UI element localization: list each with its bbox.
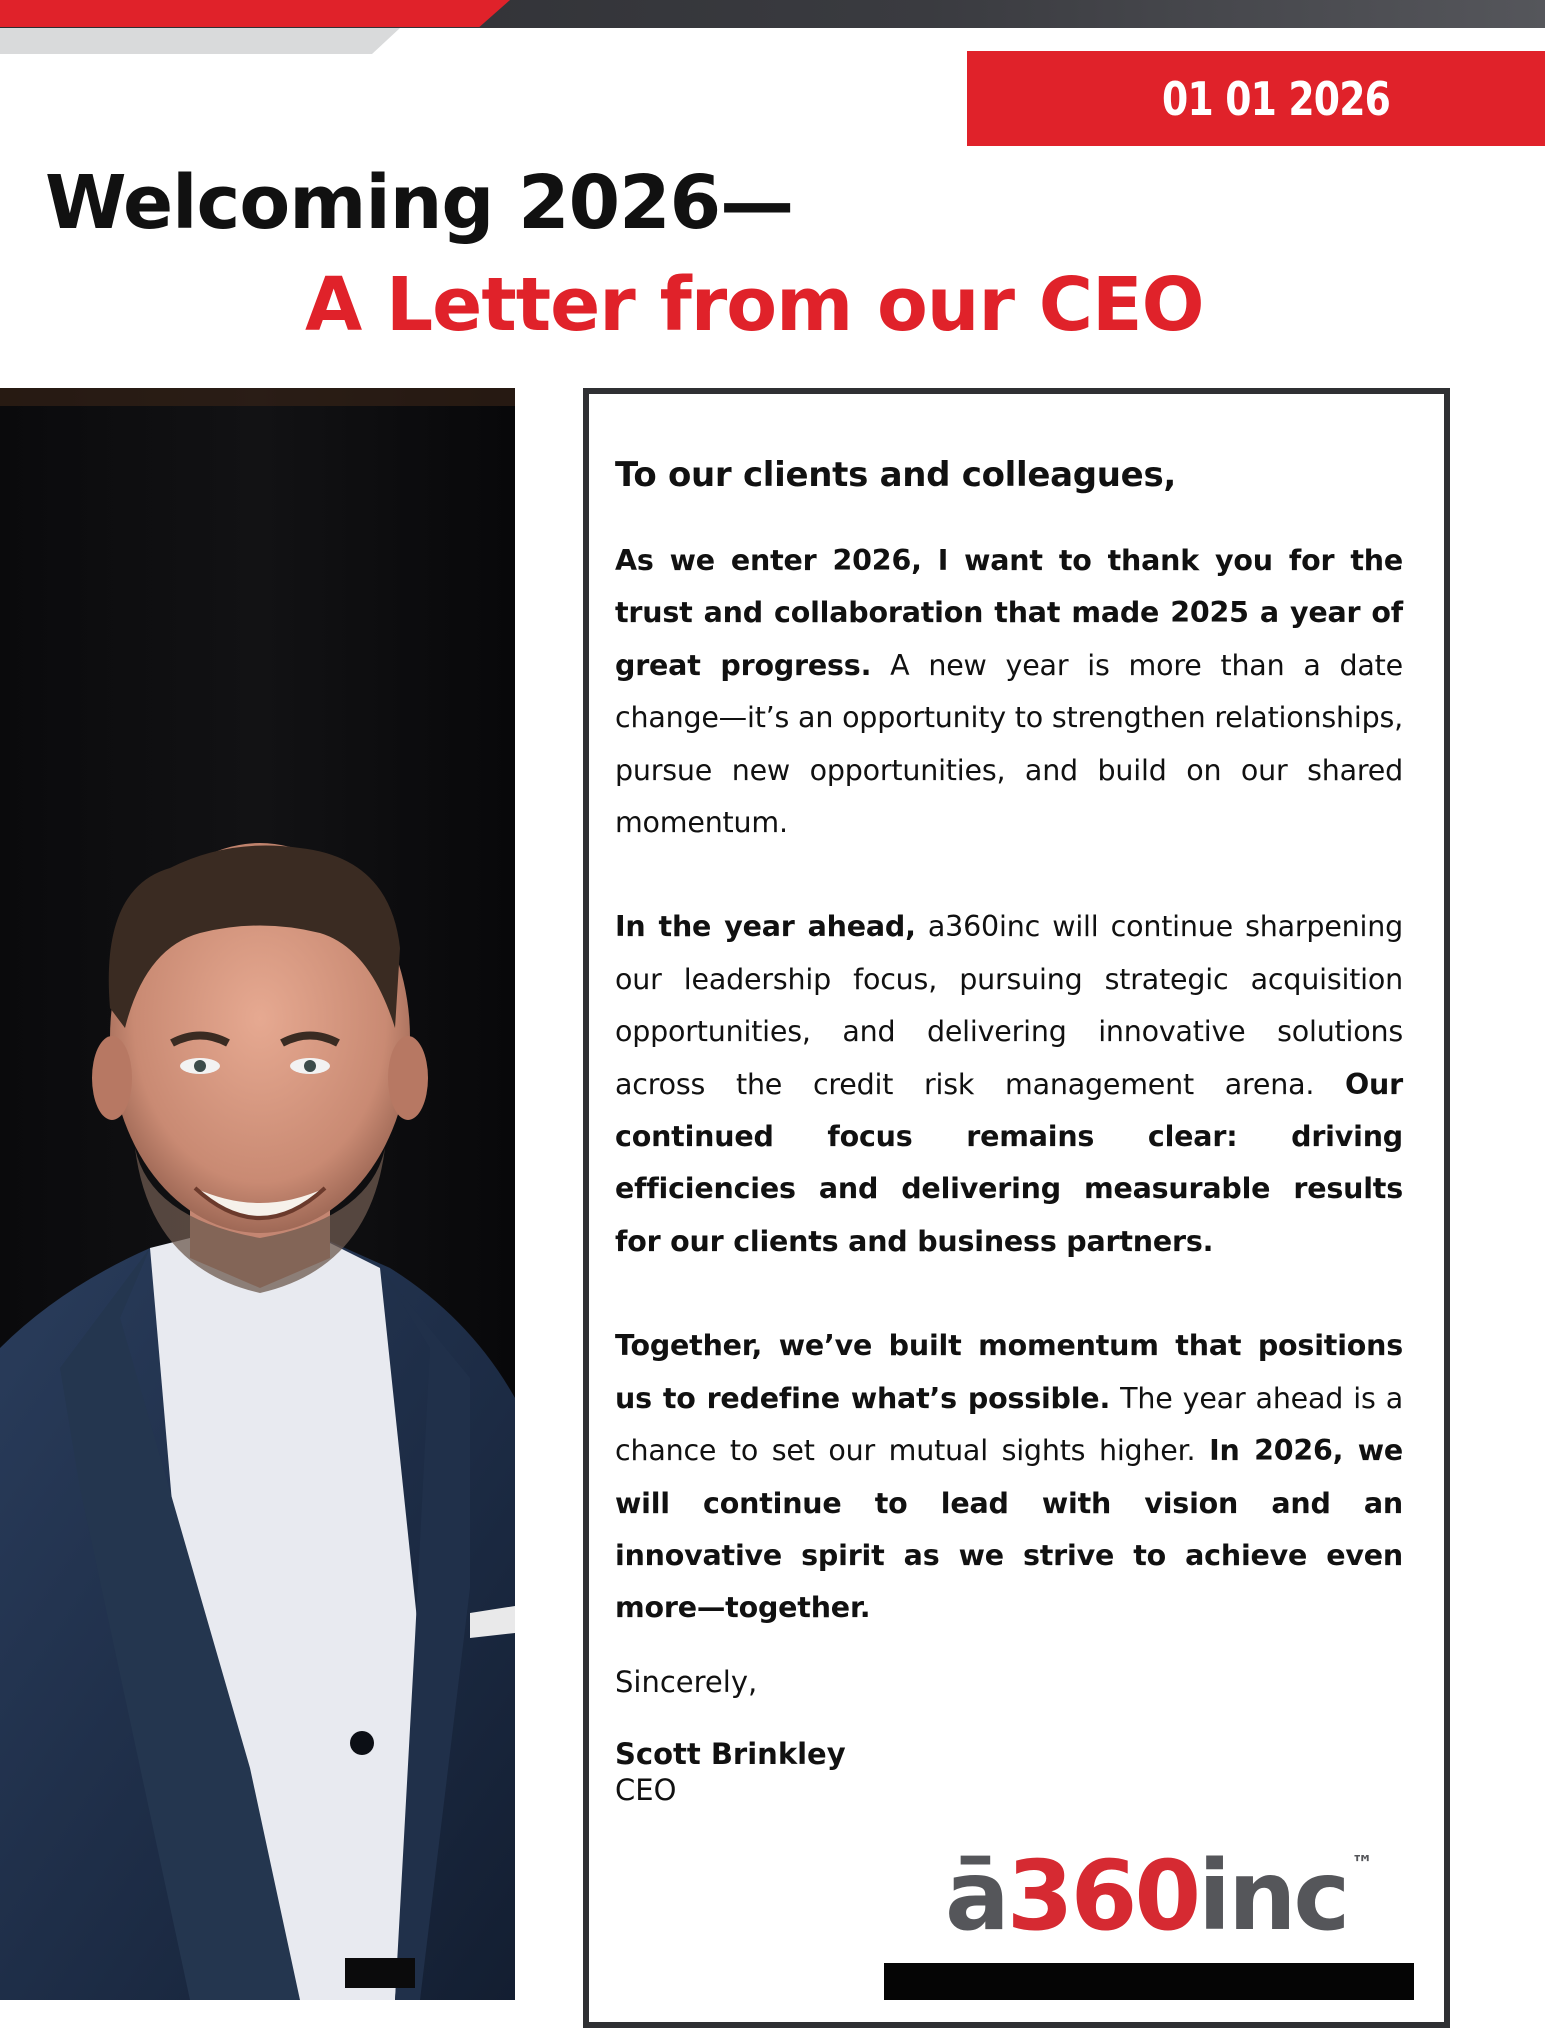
p3-bold-tail: In 2026, we will continue to lead with vision and an innovative spirit as we strive to achieve even more—together. xyxy=(615,1434,1403,1625)
letter-paragraph-3 xyxy=(615,1320,1403,1634)
signer-title: CEO xyxy=(615,1772,677,1807)
date-text: 01 01 2026 xyxy=(1161,71,1391,126)
p2-text: a360inc will continue sharpening our leadership focus, pursuing strategic acquisition opportunities, and delivering innovative solutions across the credit risk management arena. xyxy=(615,910,1403,1101)
date-banner xyxy=(967,51,1545,146)
signer-name: Scott Brinkley xyxy=(615,1736,846,1771)
p1-text: A new year is more than a date change—it’s an opportunity to strengthen relationships, pursue new opportunities, and build on our shared momentum. xyxy=(615,648,1403,840)
logo-part-360: 360 xyxy=(1006,1840,1199,1952)
p2-bold-tail: Our continued focus remains clear: driving efficiencies and delivering measurable results for our clients and business partners. xyxy=(615,1067,1403,1258)
p1-bold: As we enter 2026, I want to thank you for the trust and collaboration that made 2025 a year of great progress. xyxy=(615,544,1403,682)
logo-trademark: ™ xyxy=(1351,1852,1374,1877)
page-title: Welcoming 2026— xyxy=(45,160,794,246)
company-logo xyxy=(945,1840,1374,1952)
p3-text: The year ahead is a chance to set our mutual sights higher. xyxy=(615,1381,1404,1468)
letter-paragraph-1 xyxy=(615,535,1403,849)
letter-paragraph-2 xyxy=(615,901,1403,1268)
page-subtitle: A Letter from our CEO xyxy=(305,262,1204,348)
logo-part-a: ā xyxy=(945,1840,1007,1952)
letter-closing: Sincerely, xyxy=(615,1664,758,1699)
p2-bold-lead: In the year ahead, xyxy=(615,910,916,944)
letter-salutation: To our clients and colleagues, xyxy=(615,455,1176,495)
footer-black-bar xyxy=(884,1963,1414,2000)
top-red-stripe xyxy=(0,0,510,27)
logo-part-inc: inc xyxy=(1198,1840,1348,1952)
top-gray-stripe xyxy=(0,28,400,54)
ceo-portrait-icon xyxy=(0,388,515,2000)
letter-body xyxy=(615,455,1403,1807)
p3-bold-lead: Together, we’ve built momentum that positions us to redefine what’s possible. xyxy=(615,1329,1403,1415)
ceo-portrait-photo xyxy=(0,388,515,2000)
